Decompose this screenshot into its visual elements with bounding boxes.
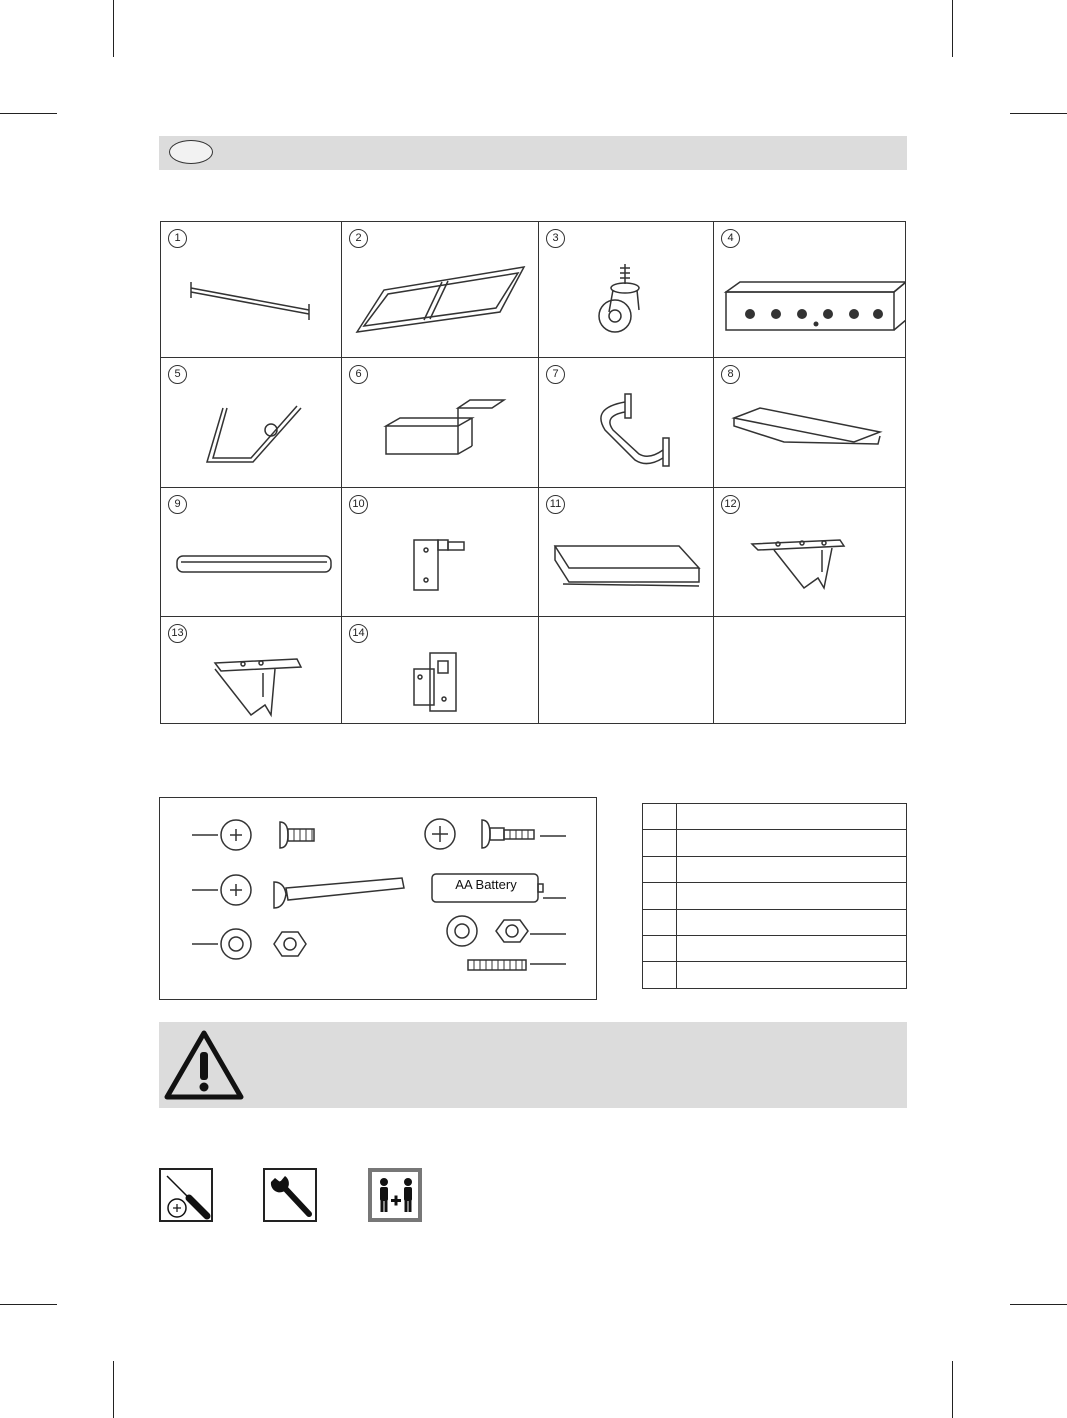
part-cell: [342, 222, 539, 358]
warning-triangle-icon: [164, 1030, 244, 1100]
table-cell: [677, 804, 907, 830]
table-cell: [643, 909, 677, 935]
latch-bracket-icon: [342, 617, 539, 723]
part-number: 6: [349, 365, 368, 384]
crop-mark: [113, 0, 114, 57]
part-number: 14: [349, 624, 368, 643]
support-bracket-icon: [714, 488, 906, 617]
wrench-icon: [263, 1168, 317, 1222]
part-cell: [714, 488, 906, 617]
frame-rack-icon: [342, 222, 539, 358]
table-cell: [643, 962, 677, 988]
table-row: [643, 804, 907, 830]
table-row: [643, 935, 907, 961]
part-cell: [161, 617, 342, 723]
part-cell: [714, 222, 906, 358]
table-row: [643, 830, 907, 856]
part-cell: [539, 358, 714, 488]
table-cell: [677, 856, 907, 882]
side-handle-icon: [539, 358, 714, 488]
warning-bar: [159, 1022, 907, 1108]
parts-grid: [160, 221, 906, 724]
table-cell: [643, 883, 677, 909]
table-row: [643, 856, 907, 882]
drip-tray-icon: [539, 488, 714, 617]
part-number: 12: [721, 495, 740, 514]
part-number: 2: [349, 229, 368, 248]
part-number: 7: [546, 365, 565, 384]
burner-box-icon: [714, 222, 906, 358]
part-number: 8: [721, 365, 740, 384]
shelf-panel-icon: [714, 358, 906, 488]
two-persons-icon: [368, 1168, 422, 1222]
table-cell: [643, 830, 677, 856]
table-row: [643, 962, 907, 988]
part-cell: [539, 222, 714, 358]
part-cell: [342, 617, 539, 723]
hinge-bracket-icon: [342, 488, 539, 617]
part-number: 1: [168, 229, 187, 248]
table-cell: [677, 935, 907, 961]
battery-label: AA Battery: [455, 877, 517, 892]
part-cell: [539, 488, 714, 617]
part-cell: [714, 358, 906, 488]
empty-cell: [714, 617, 906, 723]
grease-tray-icon: [161, 488, 342, 617]
table-cell: [677, 909, 907, 935]
table-cell: [643, 856, 677, 882]
table-row: [643, 909, 907, 935]
table-cell: [677, 883, 907, 909]
caster-wheel-icon: [539, 222, 714, 358]
handle-rail-icon: [161, 358, 342, 488]
bracket-tray-icon: [342, 358, 539, 488]
table-cell: [677, 830, 907, 856]
language-oval: [169, 140, 213, 164]
part-cell: [161, 358, 342, 488]
crop-mark: [1010, 113, 1067, 114]
hardware-drawing: [160, 798, 598, 1001]
crop-mark: [0, 113, 57, 114]
part-number: 4: [721, 229, 740, 248]
section-header-bar: [159, 136, 907, 170]
part-number: 9: [168, 495, 187, 514]
table-cell: [643, 935, 677, 961]
part-number: 10: [349, 495, 368, 514]
part-cell: [342, 488, 539, 617]
part-number: 5: [168, 365, 187, 384]
part-cell: [161, 488, 342, 617]
table-row: [643, 883, 907, 909]
part-cell: [342, 358, 539, 488]
crop-mark: [952, 0, 953, 57]
crop-mark: [952, 1361, 953, 1418]
support-bracket-icon: [161, 617, 342, 723]
table-cell: [677, 962, 907, 988]
crop-mark: [0, 1304, 57, 1305]
empty-cell: [539, 617, 714, 723]
hardware-box: [159, 797, 597, 1000]
part-number: 13: [168, 624, 187, 643]
table-cell: [643, 804, 677, 830]
part-number: 11: [546, 495, 565, 514]
part-cell: [161, 222, 342, 358]
crop-mark: [113, 1361, 114, 1418]
hardware-quantity-table: [642, 803, 907, 989]
crop-mark: [1010, 1304, 1067, 1305]
crossbar-rod-icon: [161, 222, 342, 358]
screwdriver-icon: [159, 1168, 213, 1222]
part-number: 3: [546, 229, 565, 248]
